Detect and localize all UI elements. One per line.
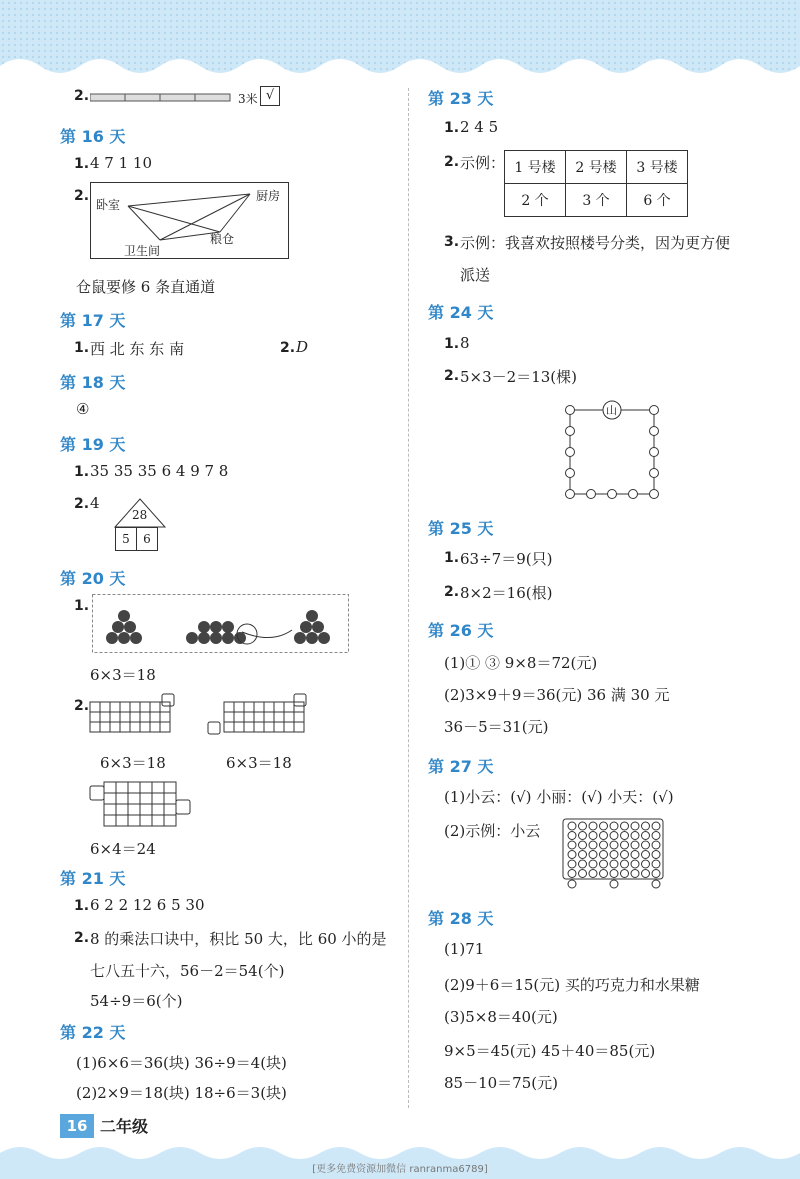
array-dot [631,822,639,830]
mountain-label: 山 [606,404,617,417]
array-dot [600,870,608,878]
answer-text: 8×2＝16(根) [460,584,553,602]
array-dot [652,841,660,849]
array-dot [642,851,650,859]
equation: 6×3＝18 [100,754,166,772]
dot-array-diagram [562,818,666,890]
table-cell: 6 个 [627,184,688,217]
answer-text: 2 4 5 [460,118,499,136]
answer-text: (1)71 [444,940,485,958]
top-wave-banner [0,0,800,80]
answer-text: 8 的乘法口诀中，积比 50 大，比 60 小的是 [90,930,387,948]
array-dot [600,822,608,830]
array-dot [652,880,660,888]
array-dot [610,841,618,849]
answer-text: 4 7 1 10 [90,154,153,172]
day-25-heading: 第 25 天 [428,519,494,538]
day-24-heading: 第 24 天 [428,303,494,322]
array-dot [631,851,639,859]
day-26-heading: 第 26 天 [428,621,494,640]
answer-text: (1)小云：(√) 小丽：(√) 小天：(√) [444,788,674,806]
check-box: √ [260,86,280,106]
day-22-heading: 第 22 天 [60,1023,126,1042]
array-dot [589,841,597,849]
answer-text: (2)2×9＝18(块) 18÷6＝3(块) [76,1084,287,1102]
equation: 6×4＝24 [90,840,156,858]
array-dot [568,851,576,859]
item-number: 1. [74,464,90,480]
array-dot [631,841,639,849]
item-number: 2. [74,496,90,512]
house-top-number: 28 [132,508,148,522]
day-28-heading: 第 28 天 [428,909,494,928]
day-18-heading: 第 18 天 [60,373,126,392]
answer-text: 54÷9＝6(个) [90,992,183,1010]
item-number: 3. [444,234,460,250]
grid-rearrange-2 [204,692,314,738]
day-19-heading: 第 19 天 [60,435,126,454]
array-dot [621,851,629,859]
answer-text: 4 [90,494,100,512]
item-number: 1. [444,336,460,352]
array-dot [579,841,587,849]
array-dot [579,832,587,840]
array-dot [621,870,629,878]
array-dot [652,860,660,868]
array-dot [579,822,587,830]
answer-text: (3)5×8＝40(元) [444,1008,558,1026]
table-cell: 2 号楼 [566,151,627,184]
answer-text: (2)3×9＋9＝36(元) 36 满 30 元 [444,686,670,704]
answer-text: 派送 [460,266,491,284]
item-number: 2. [74,930,90,946]
answer-text: 6 2 2 12 6 5 30 [90,896,205,914]
item-number: 1. [444,120,460,136]
array-dot [600,841,608,849]
array-dot [652,832,660,840]
house-right-number: 6 [137,528,158,551]
answer-text: 8 [460,334,470,352]
array-dot [579,870,587,878]
item-number: 2. [74,698,90,714]
answer-text: 5×3－2＝13(棵) [460,368,577,386]
item-number: 2. [444,584,460,600]
item-number: 2. [74,188,90,204]
answer-text: 9×5＝45(元) 45＋40＝85(元) [444,1042,656,1060]
item-number: 1. [74,340,90,356]
array-dot [642,841,650,849]
item-number: 1. [444,550,460,566]
table-cell: 3 号楼 [627,151,688,184]
equation: 6×3＝18 [226,754,292,772]
day-21-heading: 第 21 天 [60,869,126,888]
array-dot [610,860,618,868]
table-cell: 3 个 [566,184,627,217]
answer-text: 35 35 35 6 4 9 7 8 [90,462,229,480]
array-dot [568,880,576,888]
array-dot [642,822,650,830]
array-dot [610,822,618,830]
grid-rearrange-1 [88,692,184,738]
answer-text: (1)① ③ 9×8＝72(元) [444,654,598,672]
equation: 6×3＝18 [90,666,156,684]
array-dot [568,832,576,840]
house-left-number: 5 [116,528,137,551]
room-granary: 粮仓 [210,232,235,246]
item-number: 2. [444,368,460,384]
item-number: 2. [444,154,460,170]
array-dot [568,841,576,849]
array-dot [610,880,618,888]
array-dot [589,832,597,840]
answer-note: 仓鼠要修 6 条直通道 [76,278,216,296]
array-dot [652,870,660,878]
array-dot [642,870,650,878]
array-dot [579,860,587,868]
grid-rearrange-3 [88,778,194,830]
array-dot [610,832,618,840]
room-bedroom: 卧室 [96,198,121,212]
array-dot [631,860,639,868]
array-dot [579,851,587,859]
array-dot [589,860,597,868]
array-dot [600,851,608,859]
array-dot [600,832,608,840]
array-dot [652,822,660,830]
room-bathroom: 卫生间 [124,244,161,258]
day-27-heading: 第 27 天 [428,757,494,776]
grade-label: 二年级 [100,1117,149,1136]
array-dot [568,822,576,830]
answer-text: D [296,338,309,356]
array-dot [642,860,650,868]
day-17-heading: 第 17 天 [60,311,126,330]
array-dot [631,832,639,840]
answer-text: (2)9＋6＝15(元) 买的巧克力和水果糖 [444,976,700,994]
array-dot [568,860,576,868]
answer-text: 36－5＝31(元) [444,718,549,736]
answer-text: (1)6×6＝36(块) 36÷9＝4(块) [76,1054,287,1072]
array-dot [568,870,576,878]
array-dot [589,822,597,830]
watermark-text: [更多免费资源加微信 ranranma6789] [312,1164,488,1175]
array-dot [589,870,597,878]
ruler-bar [90,92,232,104]
table-cell: 2 个 [505,184,566,217]
array-dot [589,851,597,859]
fruit-pile-illustration [92,594,350,654]
answer-text: ④ [76,400,90,418]
column-divider [408,88,410,1108]
room-kitchen: 厨房 [256,189,281,203]
item-number: 2. [74,88,90,104]
answer-text: 63÷7＝9(只) [460,550,553,568]
item-number: 2. [280,340,296,356]
day-16-heading: 第 16 天 [60,127,126,146]
item-number: 1. [74,156,90,172]
answer-text: 七八五十六，56－2＝54(个) [90,962,285,980]
array-dot [600,860,608,868]
day-20-heading: 第 20 天 [60,569,126,588]
building-table [504,150,688,217]
answer-text: 85－10＝75(元) [444,1074,558,1092]
length-label: 3米 [238,92,258,106]
page-number: 16 [60,1114,94,1138]
array-dot [621,822,629,830]
day-23-heading: 第 23 天 [428,89,494,108]
array-dot [610,851,618,859]
answer-text: 示例：我喜欢按照楼号分类，因为更方便 [460,234,731,252]
array-dot [621,832,629,840]
answer-text: 西 北 东 东 南 [90,340,185,358]
item-number: 1. [74,598,90,614]
answer-text: (2)示例：小云 [444,822,541,840]
array-dot [652,851,660,859]
house-body [115,527,158,551]
array-dot [631,870,639,878]
item-number: 1. [74,898,90,914]
table-cell: 1 号楼 [505,151,566,184]
array-dot [621,841,629,849]
example-label: 示例： [460,154,506,172]
array-dot [610,870,618,878]
array-dot [621,860,629,868]
array-dot [642,832,650,840]
